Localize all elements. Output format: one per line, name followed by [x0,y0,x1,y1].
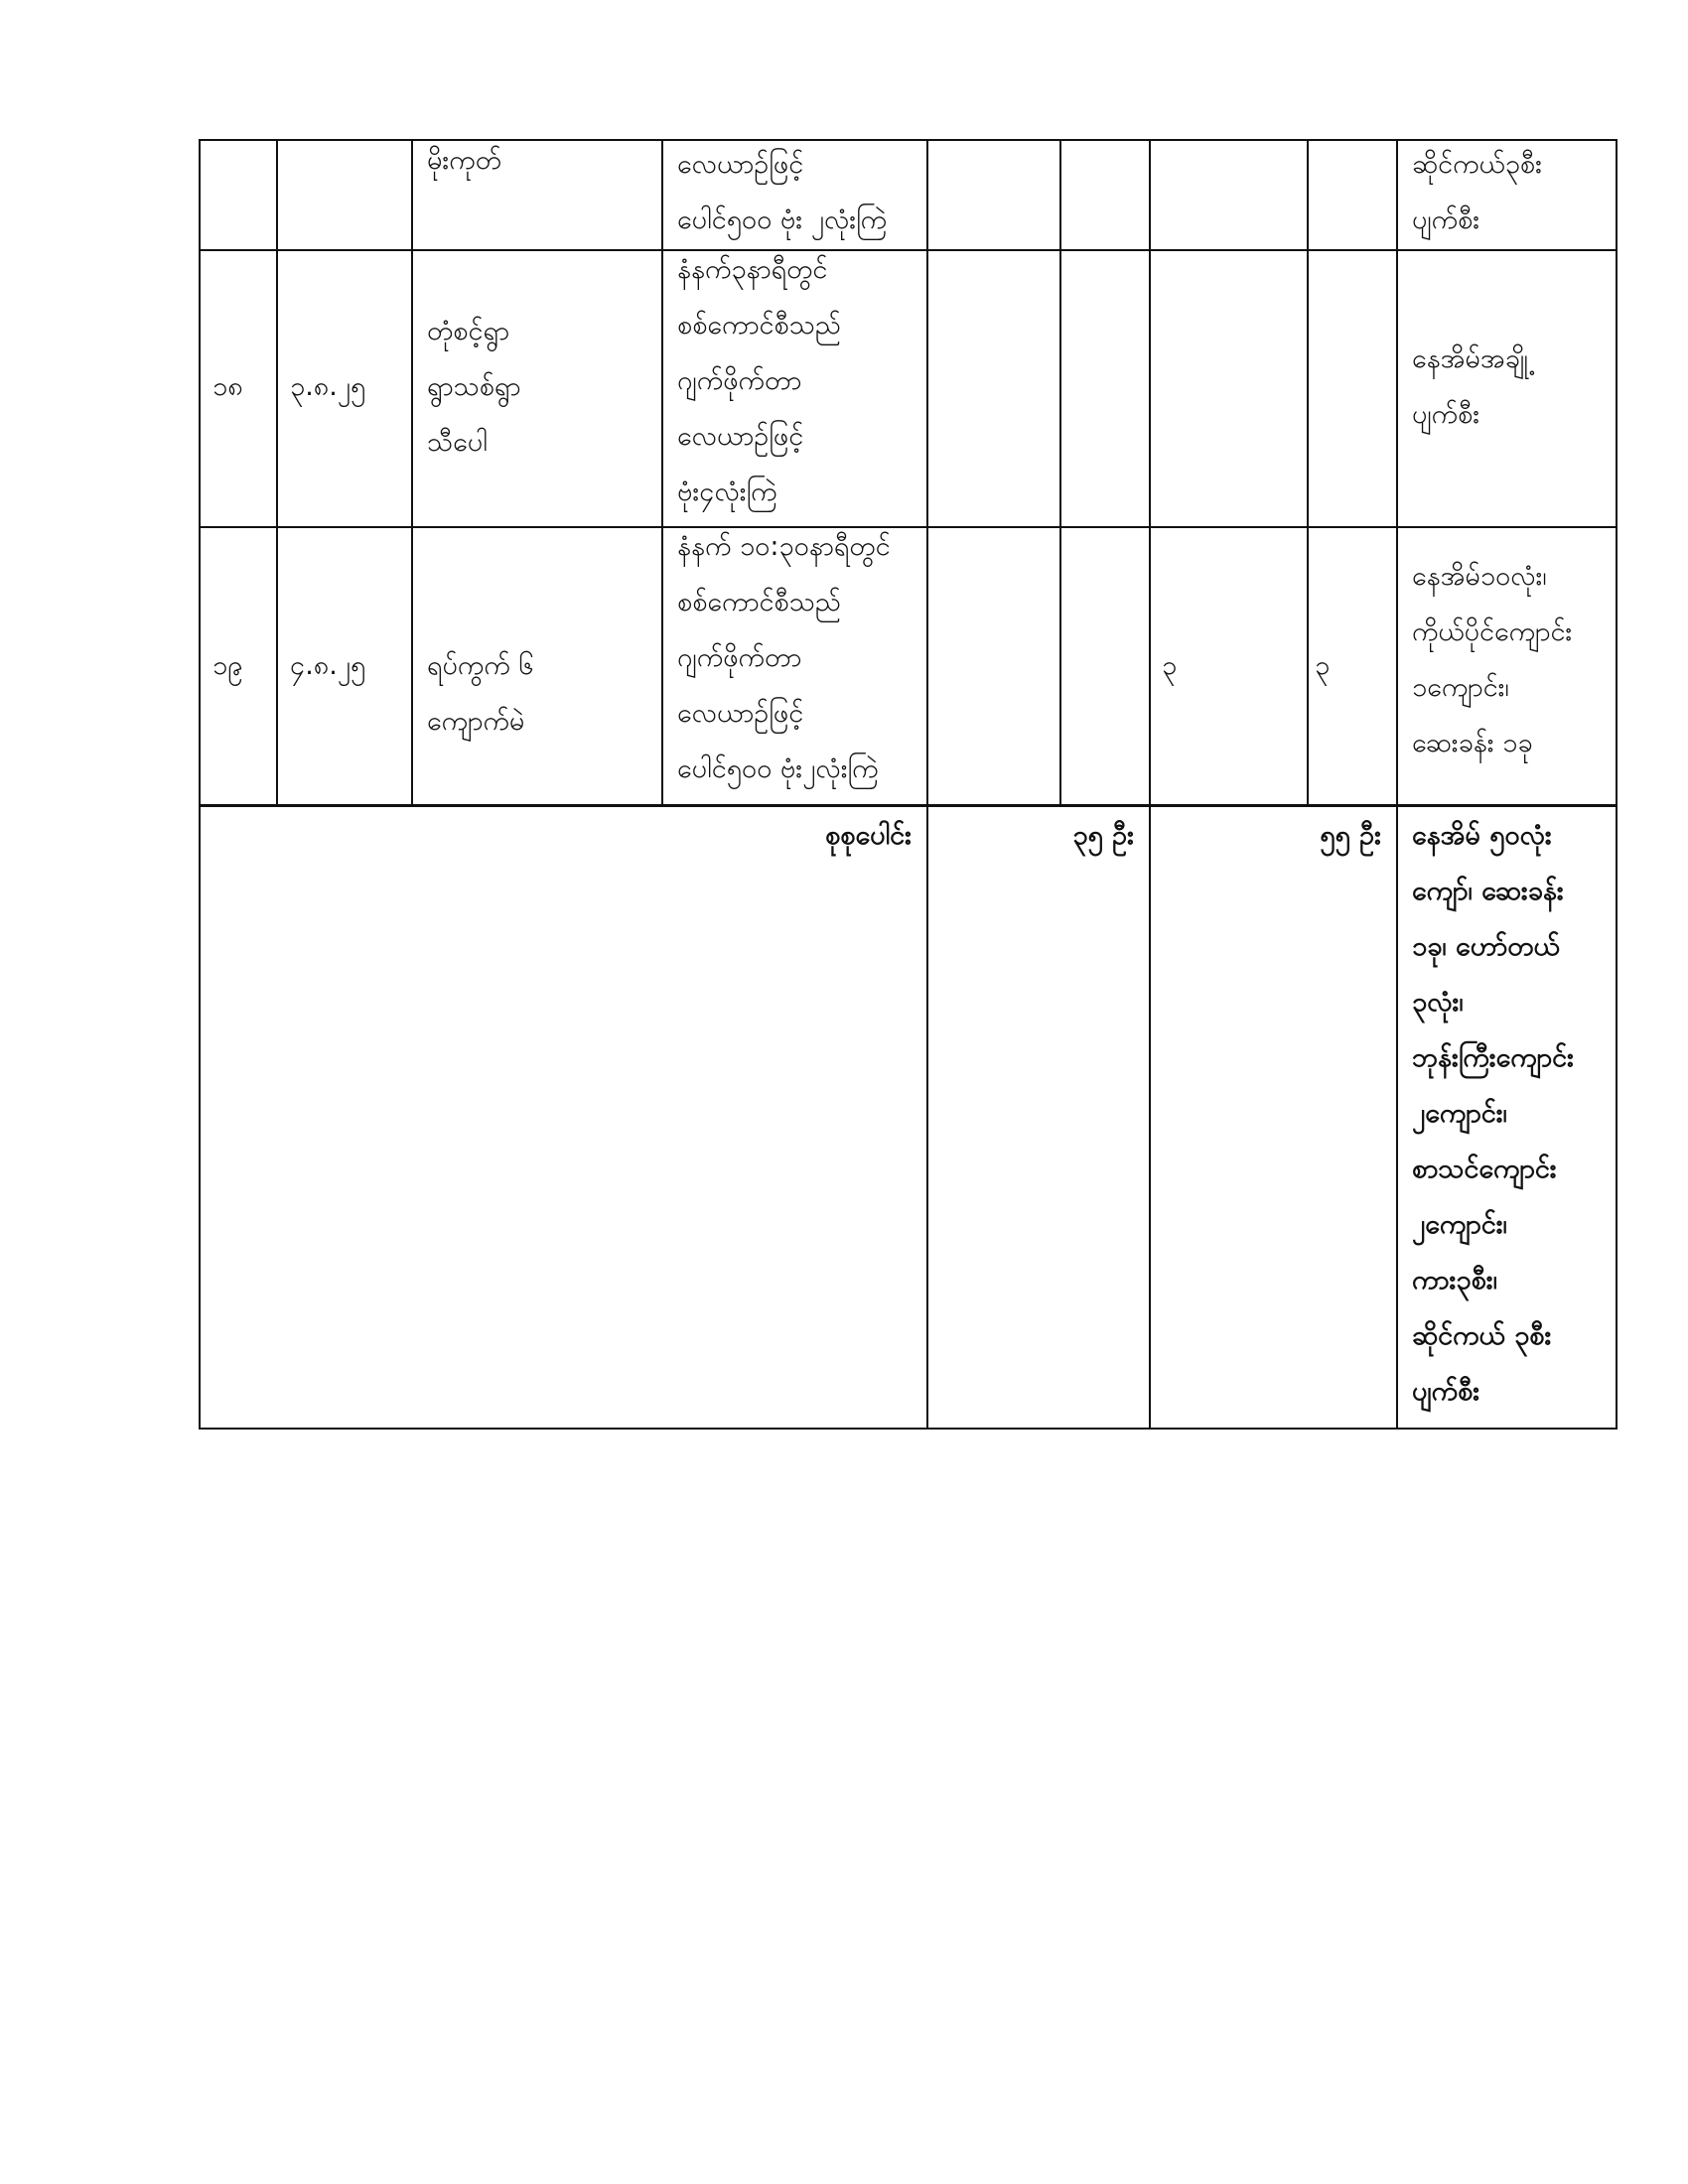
table-line [1396,139,1398,1430]
damage-cell: နေအိမ်အချို့ ပျက်စီး [1412,343,1528,430]
date-cell: ၃.၈.၂၅ [290,371,366,402]
place-cell: တုံစင့်ရွာ ရွာသစ်ရွာ သီပေါ [427,316,521,458]
total-killed: ၃၅ ဦး [1072,820,1134,851]
table-line [926,139,928,1430]
row-number: ၁၈ [212,371,243,402]
incident-cell: နံနက်၃နာရီတွင် စစ်ကောင်စီသည် ဂျက်ဖိုက်တာ လေယာဉ်ဖြင့် ဗုံး၄လုံးကြဲ [677,254,841,507]
total-damage: နေအိမ် ၅၀လုံး ကျော်၊ ဆေးခန်း ၁ခု၊ ဟော်တယ် ၃လုံး၊ ဘုန်းကြီးကျောင်း ၂ကျောင်း၊ စာသင်ကျောင်း ၂ကျောင်း၊ ကား၃စီး၊ ဆိုင်ကယ် ၃စီး ပျက်စီး [1412,820,1574,1407]
table-line [411,139,413,805]
total-label: စုစုပေါင်း [825,820,912,851]
table-line [1059,139,1061,805]
total-injured: ၅၅ ဦး [1320,820,1381,851]
row-number: ၁၉ [212,650,243,681]
place-cell: မိုးကုတ် [427,145,501,176]
place-cell: ရပ်ကွက် ၆ ကျောက်မဲ [427,650,534,737]
table-line [1149,139,1151,1430]
date-cell: ၄.၈.၂၅ [290,650,366,681]
damage-cell: နေအိမ်၁၀လုံး၊ ကိုယ်ပိုင်ကျောင်း ၁ကျောင်း၊ ဆေးခန်း ၁ခု [1412,561,1573,758]
incident-cell: လေယာဉ်ဖြင့် ပေါင်၅၀၀ ဗုံး ၂လုံးကြဲ [677,149,888,235]
table-line [199,1428,1618,1430]
incident-cell: နံနက် ၁၀:၃၀နာရီတွင် စစ်ကောင်စီသည် ဂျက်ဖိုက်တာ လေယာဉ်ဖြင့် ပေါင်၅၀၀ ဗုံး၂လုံးကြဲ [677,531,891,784]
table-line [199,139,201,1430]
count-cell: ၃ [1162,650,1178,681]
table-line [276,139,278,805]
table-line [661,139,663,805]
count-cell: ၃ [1315,650,1331,681]
table-line [1307,139,1309,805]
damage-cell: ဆိုင်ကယ်၃စီး ပျက်စီး [1412,149,1542,235]
table-line [1616,139,1618,1430]
incident-table [199,139,1618,1430]
